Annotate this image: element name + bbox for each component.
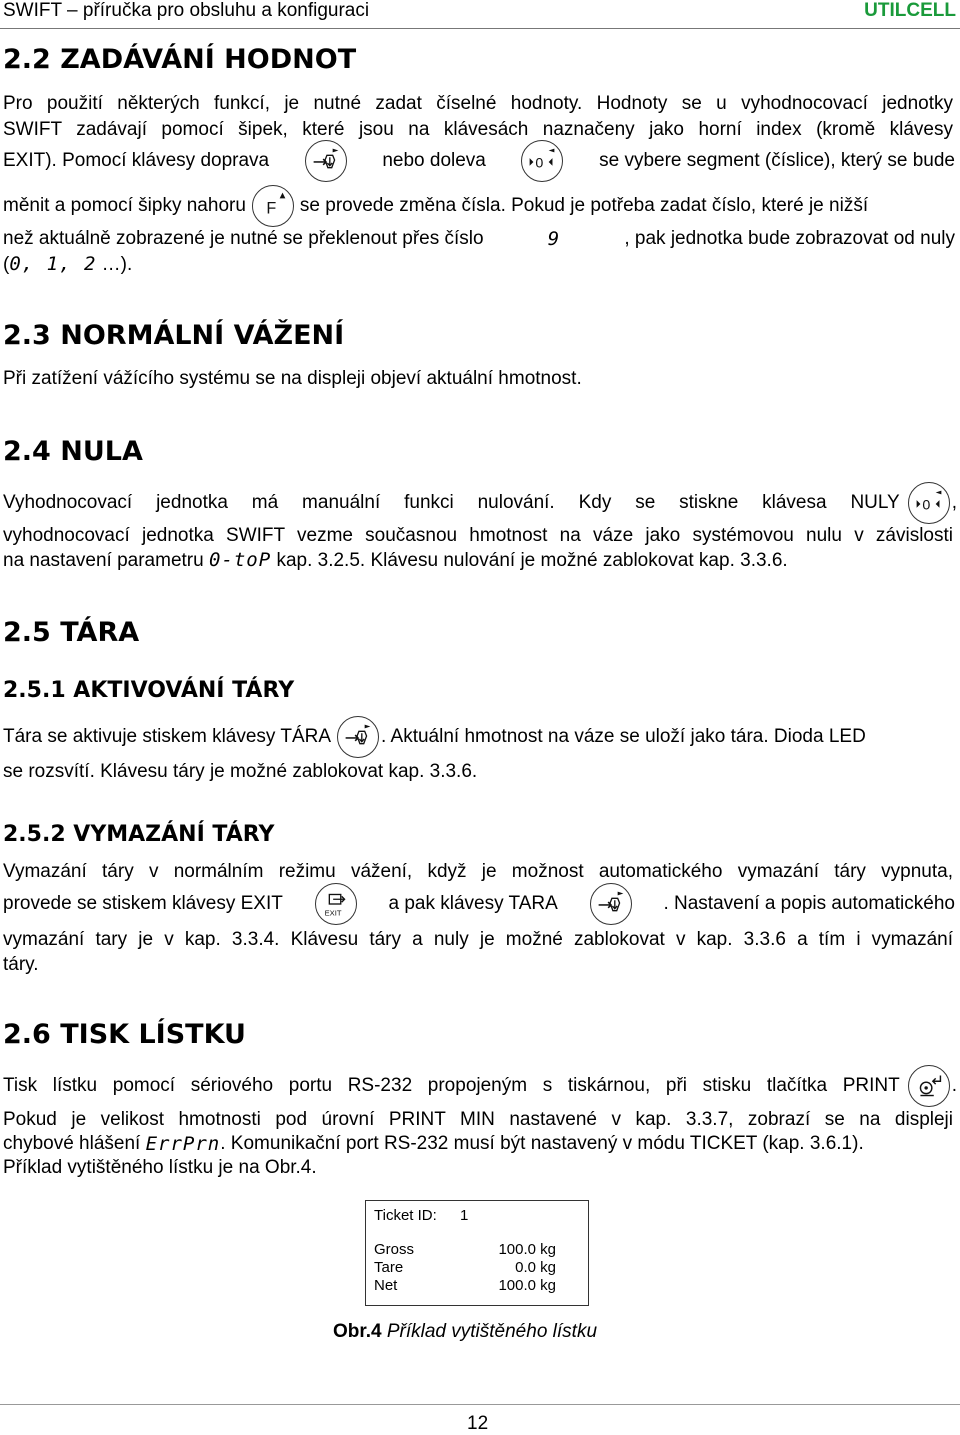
s24-line-1-end: , (951, 492, 957, 513)
ticket-id-value: 1 (460, 1207, 469, 1224)
section-2-2-title: 2.2 ZADÁVÁNÍ HODNOT (3, 44, 357, 75)
section-2-4-title: 2.4 NULA (3, 436, 143, 467)
ticket-row-label: Gross (374, 1241, 415, 1258)
figure-caption-text: Příklad vytištěného lístku (386, 1321, 598, 1342)
function-up-key-icon (252, 185, 294, 227)
s251-line-1a: Tára se aktivuje stiskem klávesy TÁRA (3, 726, 332, 747)
section-2-5-2-title: 2.5.2 VYMAZÁNÍ TÁRY (3, 822, 275, 847)
s26-line-2: Pokud je velikost hmotnosti pod úrovní PRINT MIN nastavené v kap. 3.3.7, zobrazí se na displeji (3, 1109, 953, 1130)
exit-key-icon (315, 883, 357, 925)
s26-line-3b: . Komunikační port RS-232 musí být nastavený v módu TICKET (kap. 3.6.1). (220, 1133, 864, 1154)
svg-text:EXIT: EXIT (324, 908, 342, 918)
s251-line-1 (3, 716, 866, 758)
digit-nine-display: 9 (547, 228, 561, 250)
header-title: SWIFT – příručka pro obsluhu a konfiguraci (3, 0, 370, 21)
s22-line-3c: se vybere segment (číslice), který se bude (599, 150, 955, 171)
s252-line-2a: provede se stiskem klávesy EXIT (3, 893, 283, 914)
svg-text:0: 0 (922, 497, 930, 514)
s26-line-1-end: . (951, 1075, 957, 1096)
s23-line-1: Při zatížení vážícího systému se na displeji objeví aktuální hmotnost. (3, 368, 582, 389)
ticket-row-value: 100.0 kg (498, 1241, 556, 1258)
s22-line-5b: , pak jednotka bude zobrazovat od nuly (624, 228, 955, 249)
s252-line-2c: . Nastavení a popis automatického (663, 893, 955, 914)
ticket-id-label: Ticket ID: (374, 1207, 437, 1224)
s22-line-3a: EXIT). Pomocí klávesy doprava (3, 150, 270, 171)
svg-text:F: F (266, 199, 277, 218)
ticket-row-label: Net (374, 1277, 398, 1294)
param-0-top-display: 0-toP (208, 549, 272, 571)
s252-line-4: táry. (3, 954, 39, 975)
s251-line-1b: . Aktuální hmotnost na váze se uloží jako tára. Dioda LED (381, 726, 866, 747)
s252-line-2b: a pak klávesy TARA (388, 893, 558, 914)
s22-line-4a: měnit a pomocí šipky nahoru (3, 195, 246, 216)
page-number: 12 (467, 1413, 489, 1434)
page-header (0, 0, 960, 29)
s22-line-4 (3, 185, 868, 227)
svg-text:0: 0 (535, 155, 544, 172)
section-2-3-title: 2.3 NORMÁLNÍ VÁŽENÍ (3, 320, 345, 351)
section-2-5-title: 2.5 TÁRA (3, 617, 140, 648)
s22-line-6 (3, 253, 132, 276)
s22-line-5 (3, 228, 955, 250)
s22-line-3 (3, 140, 955, 182)
tara-key-icon (590, 883, 632, 925)
print-key-icon (908, 1065, 950, 1107)
s252-line-1: Vymazání táry v normálním režimu vážení, když je možnost automatického vymazání táry vypnuta, (3, 861, 953, 882)
s252-line-2 (3, 883, 955, 925)
footer-divider (0, 1404, 960, 1405)
s251-line-2: se rozsvítí. Klávesu táry je možné zablokovat kap. 3.3.6. (3, 761, 478, 782)
s22-line-5a: než aktuálně zobrazené je nutné se překlenout přes číslo (3, 228, 484, 249)
s22-line-2: SWIFT zadávají pomocí šipek, které jsou na klávesách naznačeny jako horní index (kromě klávesy (3, 119, 953, 140)
s24-line-3b: kap. 3.2.5. Klávesu nulování je možné zablokovat kap. 3.3.6. (271, 550, 788, 571)
tare-right-key-icon (305, 140, 347, 182)
s24-line-3a: na nastavení parametru (3, 550, 204, 571)
s24-line-1a: Vyhodnocovací jednotka má manuální funkci nulování. Kdy se stiskne klávesa NULY (3, 492, 900, 513)
s22-line-3b: nebo doleva (382, 150, 486, 171)
error-print-display: ErrPrn (145, 1133, 221, 1155)
digits-display: 0, 1, 2 (9, 253, 97, 275)
s26-line-3 (3, 1133, 955, 1155)
zero-key-icon (908, 482, 950, 524)
ticket-row-label: Tare (374, 1259, 404, 1276)
zero-left-key-icon (521, 140, 563, 182)
s252-line-3: vymazání tary je v kap. 3.3.4. Klávesu táry a nuly je možné zablokovat v kap. 3.3.6 a tím i vymazání (3, 929, 953, 950)
ticket-example (365, 1200, 589, 1306)
ticket-row-value: 100.0 kg (498, 1277, 556, 1294)
section-2-5-1-title: 2.5.1 AKTIVOVÁNÍ TÁRY (3, 678, 295, 703)
s22-line-1: Pro použití některých funkcí, je nutné zadat číselné hodnoty. Hodnoty se u vyhodnocovací jednotky (3, 93, 953, 114)
s24-line-3 (3, 549, 788, 572)
figure-caption (333, 1321, 597, 1343)
section-2-6-title: 2.6 TISK LÍSTKU (3, 1019, 246, 1050)
s26-line-4: Příklad vytištěného lístku je na Obr.4. (3, 1157, 317, 1178)
s26-line-1a: Tisk lístku pomocí sériového portu RS-232 propojeným s tiskárnou, při stisku tlačítka PRINT (3, 1075, 900, 1096)
s22-line-4b: se provede změna čísla. Pokud je potřeba zadat číslo, které je nižší (299, 195, 869, 216)
s26-line-3a: chybové hlášení (3, 1133, 141, 1154)
s22-line-6b: …). (96, 254, 133, 275)
tare-key-icon (337, 716, 379, 758)
s24-line-2: vyhodnocovací jednotka SWIFT vezme současnou hmotnost na váze jako systémovou nulu v závislosti (3, 525, 953, 546)
figure-number: Obr.4 (333, 1321, 382, 1342)
s26-line-1 (3, 1065, 957, 1107)
ticket-row-value: 0.0 kg (515, 1259, 556, 1276)
s24-line-1 (3, 482, 957, 524)
s22-line-6a: ( (3, 254, 10, 275)
header-brand: UTILCELL (864, 0, 956, 21)
